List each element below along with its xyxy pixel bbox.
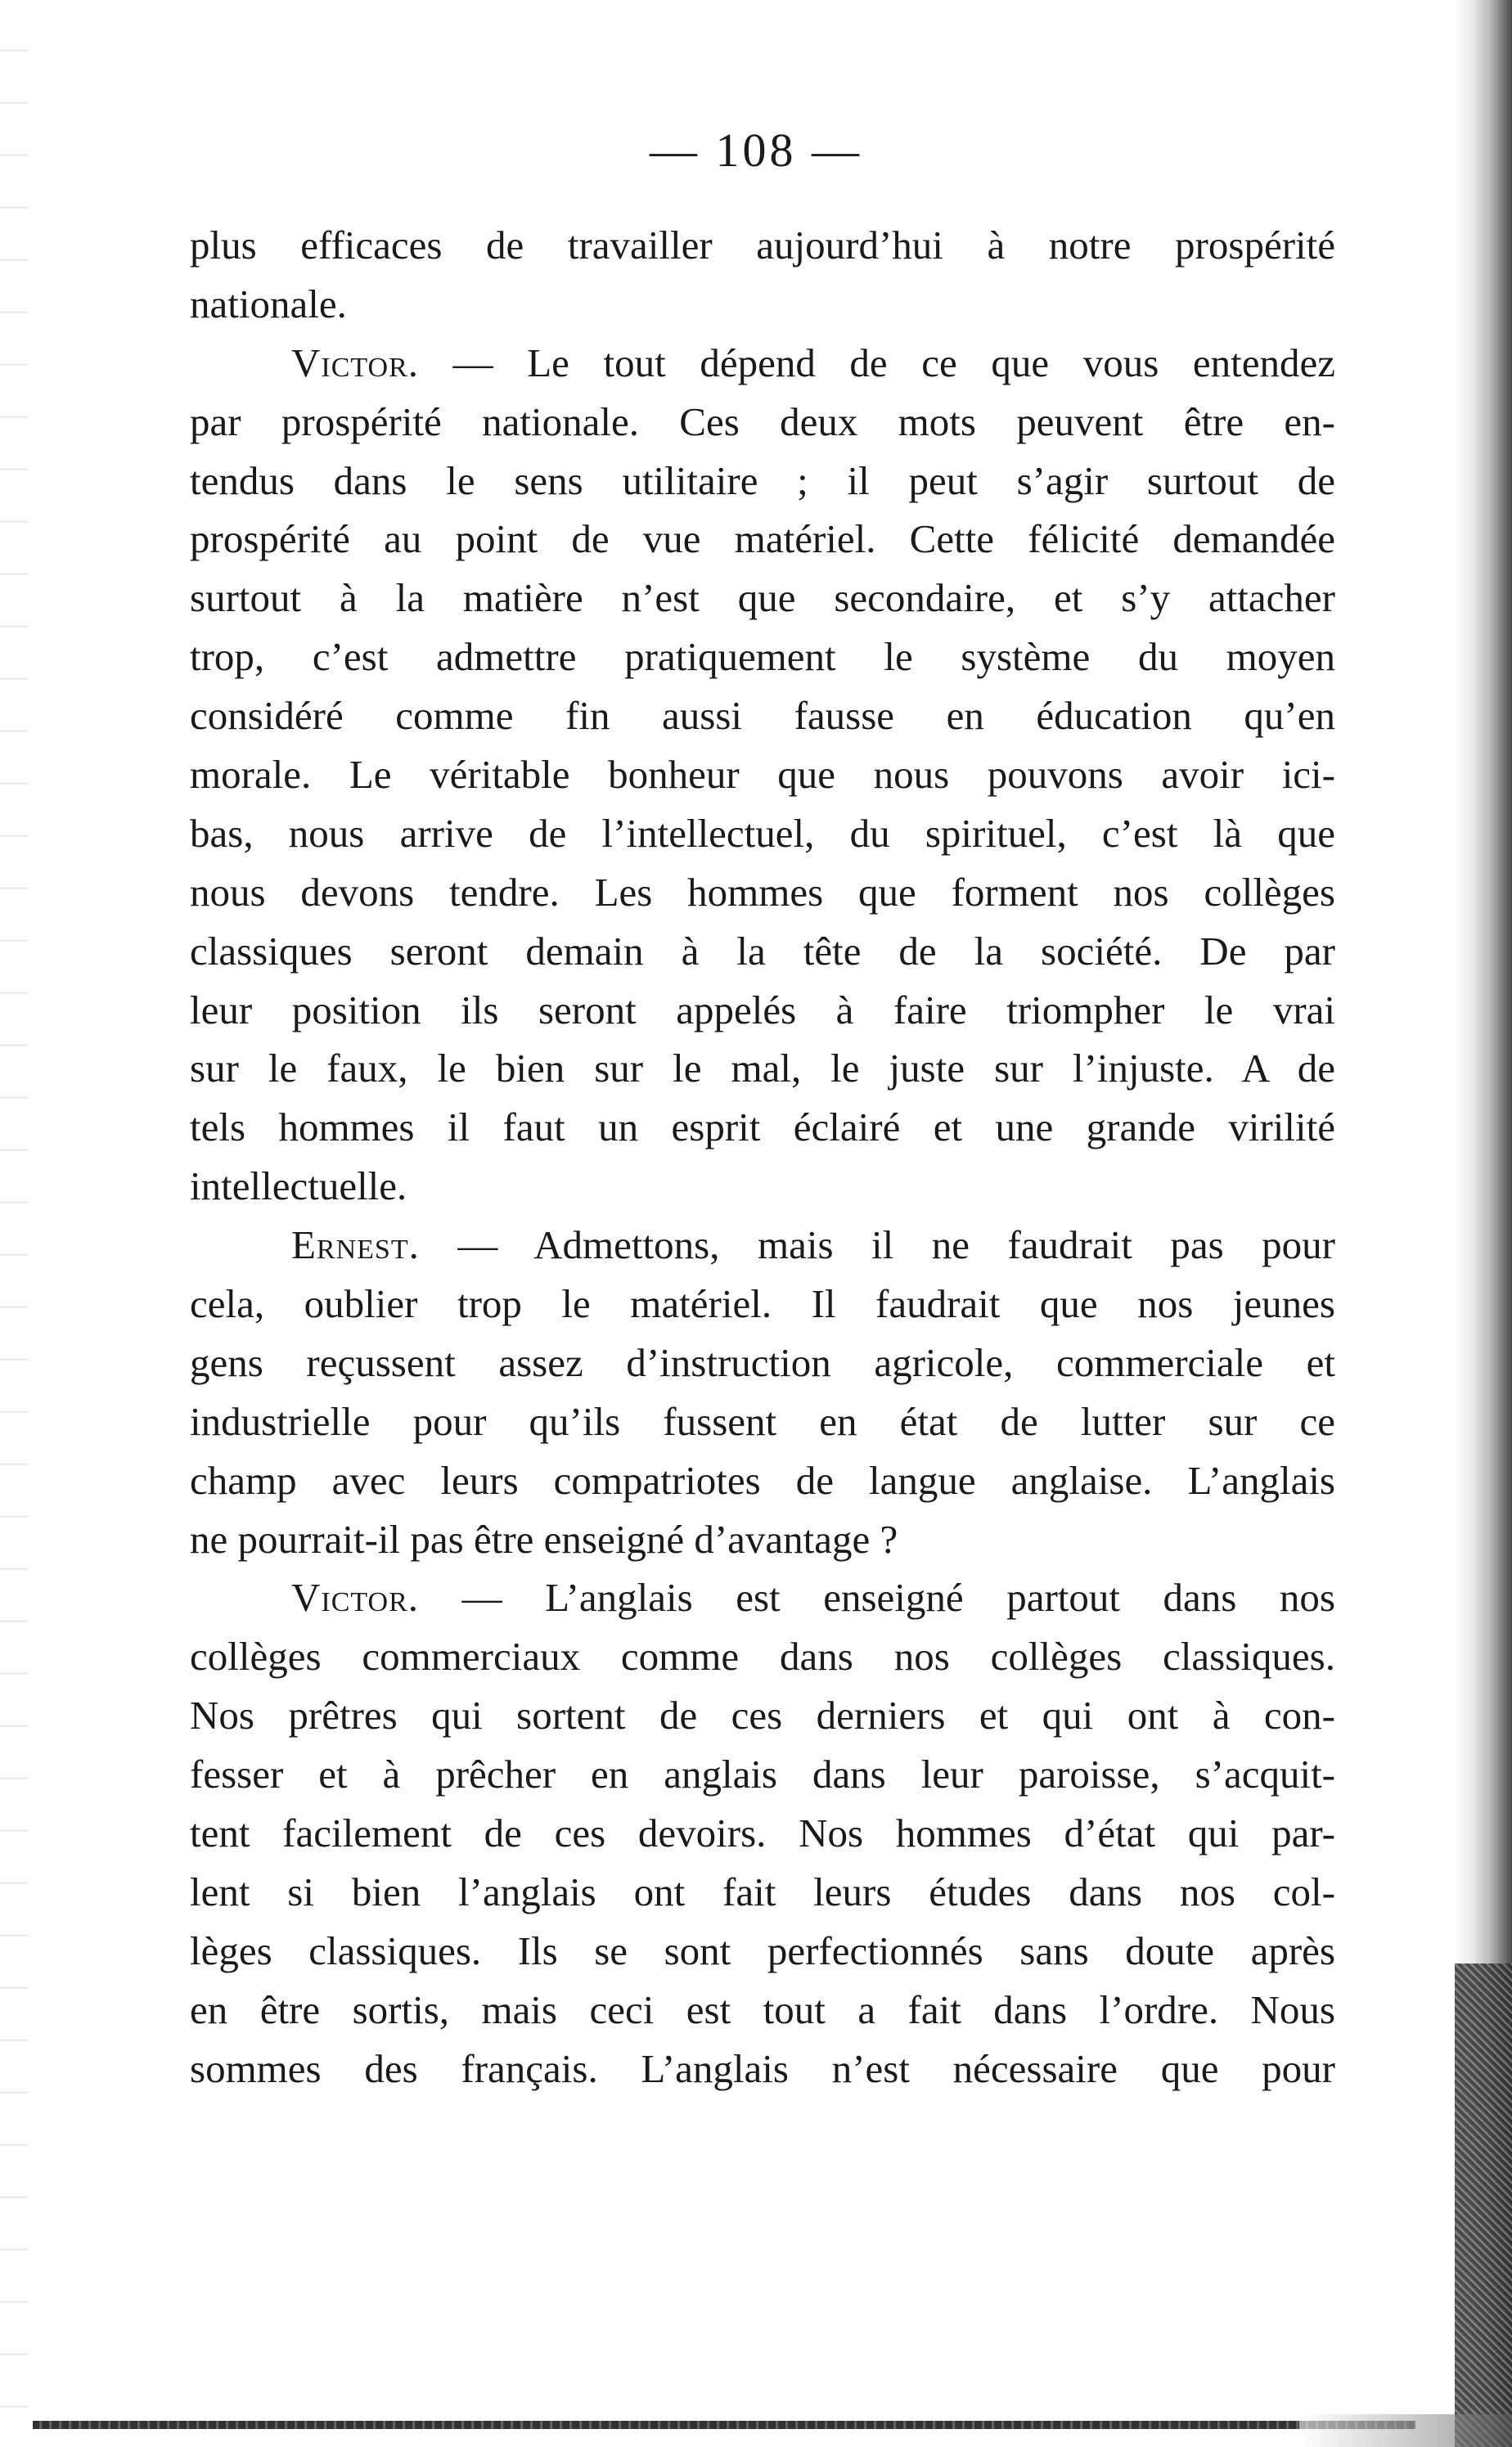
line-text: ne pourrait-il pas être enseigné d’avantage ? xyxy=(190,1516,898,1562)
text-line xyxy=(190,393,1335,452)
speaker-name: Ernest. xyxy=(291,1222,420,1268)
line-text: intellectuelle. xyxy=(190,1163,407,1209)
text-line xyxy=(190,1804,1335,1863)
text-line xyxy=(190,627,1335,686)
line-text: par prospérité nationale. Ces deux mots peuvent être en- xyxy=(190,398,1335,444)
text-line xyxy=(190,1334,1335,1392)
right-scan-edge-texture xyxy=(1455,1963,1512,2447)
line-text: fesser et à prêcher en anglais dans leur paroisse, s’acquit- xyxy=(190,1752,1335,1797)
body-text xyxy=(190,216,1335,2098)
text-line xyxy=(190,1627,1335,1686)
line-text: — L’anglais est enseigné partout dans nos xyxy=(419,1575,1335,1621)
text-line xyxy=(190,1451,1335,1510)
text-line xyxy=(190,510,1335,569)
text-line xyxy=(190,804,1335,863)
line-text: bas, nous arrive de l’intellectuel, du spirituel, c’est là que xyxy=(190,810,1335,856)
line-text: trop, c’est admettre pratiquement le système du moyen xyxy=(190,634,1335,680)
line-text: — Le tout dépend de ce que vous entendez xyxy=(419,340,1335,385)
line-text: considéré comme fin aussi fausse en éducation qu’en xyxy=(190,693,1335,739)
text-line xyxy=(190,216,1335,275)
text-line xyxy=(190,686,1335,745)
text-line xyxy=(190,1039,1335,1098)
line-text: tels hommes il faut un esprit éclairé et une grande virilité xyxy=(190,1104,1335,1150)
text-line xyxy=(190,569,1335,627)
text-line xyxy=(190,1216,1335,1275)
line-text: en être sortis, mais ceci est tout a fait dans l’ordre. Nous xyxy=(190,1986,1335,2032)
text-line xyxy=(190,922,1335,981)
line-text: lèges classiques. Ils se sont perfectionnés sans doute après xyxy=(190,1927,1335,1973)
text-line xyxy=(190,1745,1335,1804)
text-line xyxy=(190,2040,1335,2098)
line-text: cela, oublier trop le matériel. Il faudrait que nos jeunes xyxy=(190,1281,1335,1327)
line-text: Nos prêtres qui sortent de ces derniers et qui ont à con- xyxy=(190,1693,1335,1739)
line-text: nous devons tendre. Les hommes que forment nos collèges xyxy=(190,869,1335,915)
text-line xyxy=(190,1098,1335,1157)
speaker-name: Victor. xyxy=(291,340,420,385)
line-text: tendus dans le sens utilitaire ; il peut s’agir surtout de xyxy=(190,457,1335,503)
text-line xyxy=(190,1686,1335,1745)
bottom-scan-edge xyxy=(33,2421,1415,2429)
line-text: — Admettons, mais il ne faudrait pas pour xyxy=(419,1222,1335,1268)
text-line xyxy=(190,452,1335,511)
text-line xyxy=(190,1863,1335,1922)
line-text: collèges commerciaux comme dans nos collèges classiques. xyxy=(190,1634,1335,1680)
line-text: morale. Le véritable bonheur que nous pouvons avoir ici- xyxy=(190,752,1335,798)
line-text: leur position ils seront appelés à faire triompher le vrai xyxy=(190,987,1335,1032)
text-line xyxy=(190,334,1335,393)
line-text: nationale. xyxy=(190,281,347,326)
text-line xyxy=(190,1568,1335,1627)
line-text: sur le faux, le bien sur le mal, le juste sur l’injuste. A de xyxy=(190,1046,1335,1091)
line-text: surtout à la matière n’est que secondaire, et s’y attacher xyxy=(190,575,1335,621)
line-text: tent facilement de ces devoirs. Nos hommes d’état qui par- xyxy=(190,1811,1335,1856)
line-text: gens reçussent assez d’instruction agricole, commerciale et xyxy=(190,1339,1335,1385)
line-text: industrielle pour qu’ils fussent en état de lutter sur ce xyxy=(190,1398,1335,1444)
text-line xyxy=(190,1981,1335,2040)
left-scan-edge xyxy=(0,0,28,2447)
line-text: classiques seront demain à la tête de la société. De par xyxy=(190,928,1335,974)
text-line xyxy=(190,1510,1335,1569)
text-line xyxy=(190,1922,1335,1981)
line-text: sommes des français. L’anglais n’est nécessaire que pour xyxy=(190,2045,1335,2091)
text-line xyxy=(190,1157,1335,1216)
line-text: plus efficaces de travailler aujourd’hui à notre prospérité xyxy=(190,223,1335,268)
text-line xyxy=(190,1392,1335,1451)
speaker-name: Victor. xyxy=(291,1575,420,1621)
line-text: champ avec leurs compatriotes de langue anglaise. L’anglais xyxy=(190,1457,1335,1503)
bottom-right-scan-shadow xyxy=(1299,2414,1512,2447)
text-line xyxy=(190,981,1335,1040)
text-line xyxy=(190,275,1335,334)
line-text: prospérité au point de vue matériel. Cette félicité demandée xyxy=(190,516,1335,562)
text-line xyxy=(190,863,1335,922)
text-line xyxy=(190,745,1335,804)
text-line xyxy=(190,1275,1335,1334)
line-text: lent si bien l’anglais ont fait leurs études dans nos col- xyxy=(190,1869,1335,1914)
page-number: — 108 — xyxy=(650,124,862,177)
